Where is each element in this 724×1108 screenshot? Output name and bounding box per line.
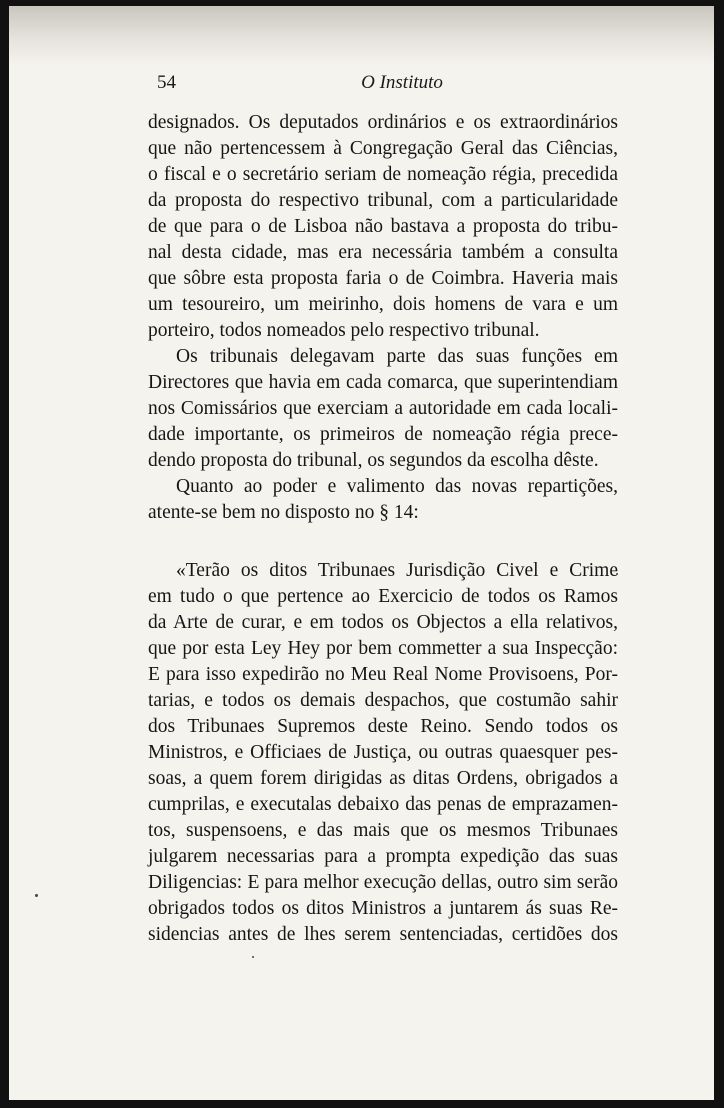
- quote-line: sidencias antes de lhes serem sentenciadas, certidões dos: [148, 924, 618, 945]
- ink-speck: [252, 956, 254, 958]
- quote-line: «Terão os ditos Tribunaes Jurisdição Civel e Crime: [176, 560, 618, 581]
- quote-line: dos Tribunaes Supremos deste Reino. Sendo todos os: [148, 716, 618, 737]
- text-line: dendo proposta do tribunal, os segundos da escolha dêste.: [148, 450, 599, 471]
- text-line: Directores que havia em cada comarca, que superintendiam: [148, 372, 618, 393]
- paragraph: [148, 344, 618, 474]
- page-shadow: [9, 6, 714, 66]
- paragraph: [148, 110, 618, 344]
- text-line: o fiscal e o secretário seriam de nomeação régia, precedida: [148, 164, 618, 185]
- quote-line: em tudo o que pertence ao Exercicio de todos os Ramos: [148, 586, 618, 607]
- quote-line: obrigados todos os ditos Ministros a juntarem ás suas Re-: [148, 898, 618, 919]
- text-line: da proposta do respectivo tribunal, com a particularidade: [148, 190, 618, 211]
- quote-line: que por esta Ley Hey por bem commetter a sua Inspecção:: [148, 638, 618, 659]
- page-number: 54: [157, 72, 176, 93]
- text-line: de que para o de Lisboa não bastava a proposta do tribu-: [148, 216, 618, 237]
- text-line: um tesoureiro, um meirinho, dois homens de vara e um: [148, 294, 618, 315]
- running-title: O Instituto: [361, 72, 443, 93]
- text-line: Os tribunais delegavam parte das suas funções em: [176, 346, 618, 367]
- text-line: dade importante, os primeiros de nomeação régia prece-: [148, 424, 618, 445]
- quote-line: tos, suspensoens, e das mais que os mesmos Tribunaes: [148, 820, 618, 841]
- quoted-law-text: [148, 558, 618, 948]
- quote-line: Ministros, e Officiaes de Justiça, ou outras quaesquer pes-: [148, 742, 618, 763]
- text-line: porteiro, todos nomeados pelo respectivo tribunal.: [148, 320, 540, 341]
- text-line: Quanto ao poder e valimento das novas repartições,: [176, 476, 618, 497]
- text-line: que sôbre esta proposta faria o de Coimbra. Haveria mais: [148, 268, 618, 289]
- text-line: designados. Os deputados ordinários e os extraordinários: [148, 112, 618, 133]
- quote-line: cumprilas, e executalas debaixo das penas de emprazamen-: [148, 794, 618, 815]
- text-line: nal desta cidade, mas era necessária também a consulta: [148, 242, 618, 263]
- paragraph: [148, 474, 618, 526]
- ink-speck: [35, 894, 38, 897]
- quote-line: Diligencias: E para melhor execução dellas, outro sim serão: [148, 872, 618, 893]
- text-line: nos Comissários que exerciam a autoridade em cada locali-: [148, 398, 618, 419]
- page-header: [157, 72, 647, 98]
- quote-line: E para isso expedirão no Meu Real Nome Provisoens, Por-: [148, 664, 618, 685]
- text-line: atente-se bem no disposto no § 14:: [148, 502, 419, 523]
- quote-line: da Arte de curar, e em todos os Objectos a ella relativos,: [148, 612, 618, 633]
- quote-line: soas, a quem forem dirigidas as ditas Ordens, obrigados a: [148, 768, 618, 789]
- body-text: [148, 110, 618, 526]
- quote-line: tarias, e todos os demais despachos, que costumão sahir: [148, 690, 618, 711]
- text-line: que não pertencessem à Congregação Geral das Ciências,: [148, 138, 618, 159]
- quote-line: julgarem necessarias para a prompta expedição das suas: [148, 846, 618, 867]
